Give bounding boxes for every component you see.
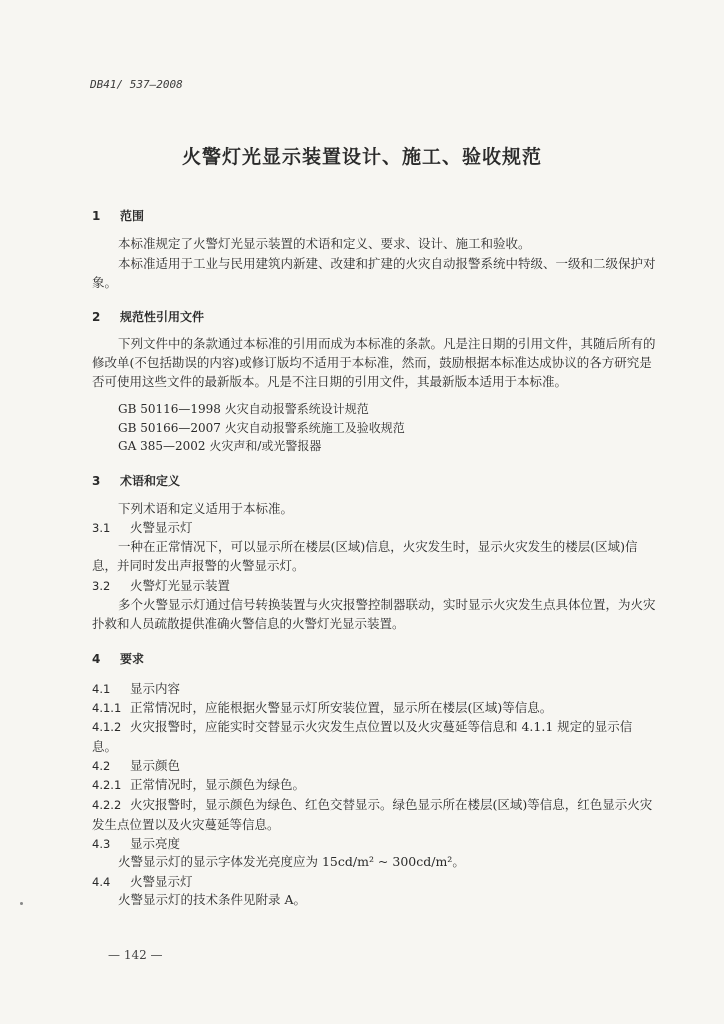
clause-text: 火灾报警时，应能实时交替显示火灾发生点位置以及火灾蔓延等信息和 4.1.1 规定的显示信息。: [92, 719, 633, 754]
clause-text: 正常情况时，显示颜色为绿色。: [130, 777, 306, 792]
reference-item: GB 50166—2007 火灾自动报警系统施工及验收规范: [118, 421, 405, 435]
section-1-heading: [92, 207, 144, 224]
clause-4-2: [92, 756, 180, 774]
clause-number: 4.1.2: [92, 720, 122, 734]
clause-label: 显示亮度: [130, 836, 181, 851]
clause-label: 火警显示灯: [130, 874, 193, 889]
section-number: 4: [92, 652, 101, 666]
clause-4-1-1: [92, 698, 552, 716]
term-3-1: [92, 518, 193, 536]
clause-4-1: [92, 679, 180, 697]
section-title: 术语和定义: [120, 474, 181, 488]
page-title: 火警灯光显示装置设计、施工、验收规范: [181, 146, 542, 168]
clause-number: 3.1: [92, 521, 111, 535]
page-number: — 142 —: [108, 948, 163, 962]
clause-number: 4.1.1: [92, 701, 122, 715]
clause-4-2-1: [92, 775, 305, 793]
clause-number: 3.2: [92, 579, 111, 593]
scan-mark: [20, 902, 23, 905]
section-number: 1: [92, 209, 101, 223]
paragraph: 火警显示灯的显示字体发光亮度应为 15cd/m² ~ 300cd/m²。: [118, 854, 465, 869]
section-title: 规范性引用文件: [120, 310, 205, 324]
clause-number: 4.4: [92, 875, 111, 889]
clause-4-2-2: [92, 795, 657, 834]
paragraph: 下列文件中的条款通过本标准的引用而成为本标准的条款。凡是注日期的引用文件，其随后所有的修改单(不包括勘误的内容)或修订版均不适用于本标准，然而，鼓励根据本标准达成协议的各方研究是否可使用这些文件的最新版本。凡是不注日期的引用文件，其最新版本适用于本标准。: [92, 336, 656, 389]
clause-number: 4.2.2: [92, 798, 122, 812]
document-id: DB41/ 537—2008: [90, 78, 183, 91]
paragraph: 下列术语和定义适用于本标准。: [118, 501, 294, 516]
clause-4-3: [92, 834, 180, 852]
clause-number: 4.2: [92, 759, 111, 773]
clause-number: 4.1: [92, 682, 111, 696]
paragraph: 火警显示灯的技术条件见附录 A。: [118, 892, 307, 907]
term-definition: 多个火警显示灯通过信号转换装置与火灾报警控制器联动，实时显示火灾发生点具体位置，为火灾扑救和人员疏散提供准确火警信息的火警灯光显示装置。: [92, 597, 656, 631]
clause-label: 显示颜色: [130, 758, 181, 773]
term-label: 火警灯光显示装置: [130, 578, 231, 593]
clause-4-4: [92, 872, 193, 890]
clause-number: 4.2.1: [92, 778, 122, 792]
section-2-heading: [92, 308, 204, 325]
clause-label: 显示内容: [130, 681, 181, 696]
section-title: 范围: [120, 209, 145, 223]
clause-4-1-2: [92, 717, 657, 756]
term-definition: 一种在正常情况下，可以显示所在楼层(区域)信息，火灾发生时，显示火灾发生的楼层(区域)信息，并同时发出声报警的火警显示灯。: [92, 539, 638, 573]
paragraph: 本标准规定了火警灯光显示装置的术语和定义、要求、设计、施工和验收。: [118, 236, 531, 251]
section-title: 要求: [120, 652, 145, 666]
clause-text: 正常情况时，应能根据火警显示灯所安装位置，显示所在楼层(区域)等信息。: [130, 700, 553, 715]
paragraph: 本标准适用于工业与民用建筑内新建、改建和扩建的火灾自动报警系统中特级、一级和二级保护对象。: [92, 256, 656, 290]
section-number: 2: [92, 310, 101, 324]
term-label: 火警显示灯: [130, 520, 193, 535]
clause-text: 火灾报警时，显示颜色为绿色、红色交替显示。绿色显示所在楼层(区域)等信息，红色显示火灾发生点位置以及火灾蔓延等信息。: [92, 797, 653, 832]
reference-item: GB 50116—1998 火灾自动报警系统设计规范: [118, 402, 369, 416]
reference-item: GA 385—2002 火灾声和/或光警报器: [118, 439, 322, 453]
section-4-heading: [92, 650, 144, 667]
term-3-2: [92, 576, 230, 594]
section-number: 3: [92, 474, 101, 488]
clause-number: 4.3: [92, 837, 111, 851]
section-3-heading: [92, 472, 180, 489]
